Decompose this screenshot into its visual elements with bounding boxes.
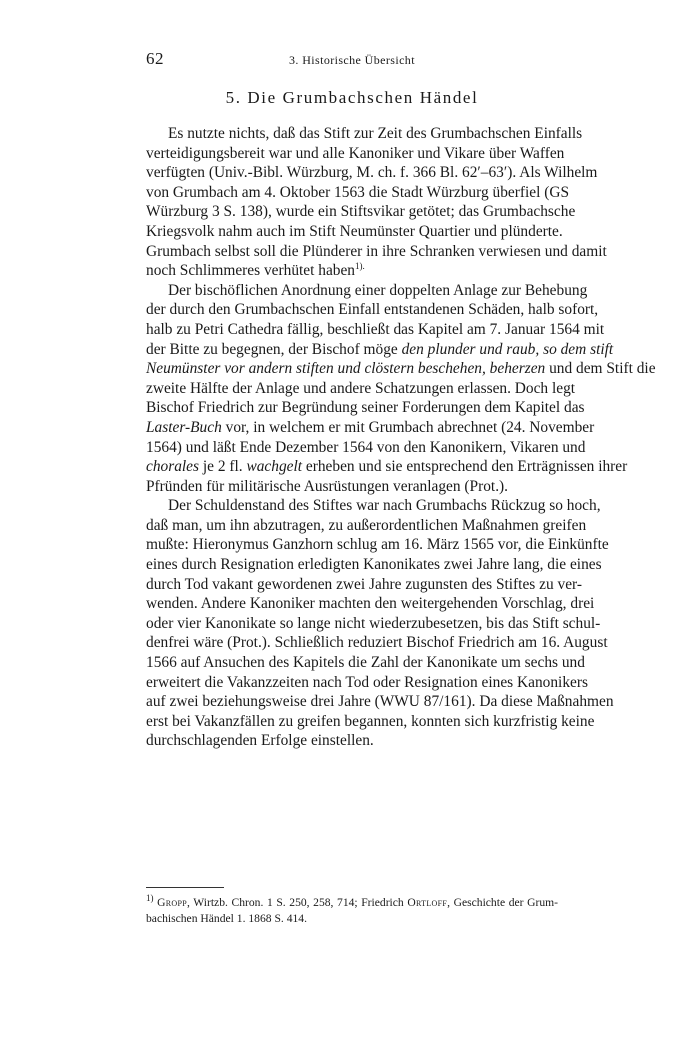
text-line bbox=[146, 418, 595, 438]
body-text bbox=[146, 124, 656, 751]
quoted-source-text: den plunder und raub, so dem stift bbox=[401, 340, 614, 358]
text-line: wenden. Andere Kanoniker machten den weitergehenden Vorschlag, drei bbox=[146, 595, 595, 613]
footnote bbox=[146, 895, 558, 927]
running-title: 3. Historische Übersicht bbox=[289, 53, 415, 67]
text-line: halb zu Petri Cathedra fällig, beschließt das Kapitel am 7. Januar 1564 mit bbox=[146, 320, 605, 338]
footnote-text: , Wirtzb. Chron. 1 S. 250, 258, 714; Friedrich bbox=[186, 896, 408, 909]
footnote-author: Ortloff bbox=[407, 896, 448, 909]
text-line: denfrei wäre (Prot.). Schließlich reduziert Bischof Friedrich am 16. August bbox=[146, 634, 608, 652]
footnote-marker: 1) bbox=[146, 893, 154, 904]
text-line: Der bischöflichen Anordnung einer doppelten Anlage zur Behebung bbox=[168, 281, 588, 299]
text-line: Der Schuldenstand des Stiftes war nach Grumbachs Rückzug so hoch, bbox=[168, 497, 601, 515]
text-line: Bischof Friedrich zur Begründung seiner Forderungen dem Kapitel das bbox=[146, 399, 585, 417]
text-line bbox=[146, 340, 614, 360]
text-segment: vor, in welchem er mit Grumbach abrechnet (24. November bbox=[221, 418, 595, 436]
section-heading: 5. Die Grumbachschen Händel bbox=[225, 88, 479, 107]
text-line: verteidigungsbereit war und alle Kanoniker und Vikare über Waffen bbox=[146, 144, 565, 162]
text-line: von Grumbach am 4. Oktober 1563 die Stadt Würzburg überfiel (GS bbox=[146, 183, 570, 201]
text-line bbox=[146, 359, 656, 379]
quoted-source-text: Neumünster vor andern stiften und clöstern beschehen, beherzen bbox=[146, 360, 546, 378]
footnote-text: , Geschichte der Grum- bbox=[447, 896, 558, 909]
footnote-author: Gropp bbox=[157, 896, 187, 909]
footnote-marker: 1). bbox=[355, 261, 365, 272]
text-line: Pfründen für militärische Ausrüstungen veranlagen (Prot.). bbox=[146, 477, 509, 495]
text-line: Würzburg 3 S. 138), wurde ein Stiftsvikar getötet; das Grumbachsche bbox=[146, 203, 576, 221]
text-segment: je 2 fl. bbox=[199, 458, 247, 476]
page-number: 62 bbox=[146, 49, 164, 68]
text-segment: der Bitte zu begegnen, der Bischof möge bbox=[146, 340, 402, 358]
quoted-source-text: chorales bbox=[146, 458, 200, 476]
text-line: durchschlagenden Erfolge einstellen. bbox=[146, 732, 374, 750]
text-line: daß man, um ihn abzutragen, zu außerordentlichen Maßnahmen greifen bbox=[146, 516, 587, 534]
footnote-divider bbox=[146, 887, 224, 888]
text-line: Grumbach selbst soll die Plünderer in ihre Schranken verwiesen und damit bbox=[146, 242, 607, 260]
text-segment: erheben und sie entsprechend den Erträgnissen ihrer bbox=[302, 458, 628, 476]
text-line: mußte: Hieronymus Ganzhorn schlug am 16. März 1565 vor, die Einkünfte bbox=[146, 536, 609, 554]
text-line: durch Tod vakant gewordenen zwei Jahre zugunsten des Stiftes zu ver- bbox=[146, 575, 582, 593]
text-line bbox=[146, 261, 558, 281]
text-segment: noch Schlimmeres verhütet haben bbox=[146, 262, 355, 280]
text-line: erweitert die Vakanzzeiten nach Tod oder Resignation eines Kanonikers bbox=[146, 673, 588, 691]
text-line: oder vier Kanonikate so lange nicht wiederzubesetzen, bis das Stift schul- bbox=[146, 614, 601, 632]
running-head bbox=[146, 49, 558, 71]
text-line: auf zwei beziehungsweise drei Jahre (WWU 87/161). Da diese Maßnahmen bbox=[146, 693, 614, 711]
text-line: 1564) und läßt Ende Dezember 1564 von den Kanonikern, Vikaren und bbox=[146, 438, 586, 456]
text-line: Es nutzte nichts, daß das Stift zur Zeit des Grumbachschen Einfalls bbox=[168, 125, 583, 142]
text-line: der durch den Grumbachschen Einfall entstandenen Schäden, halb sofort, bbox=[146, 301, 599, 319]
text-line bbox=[146, 457, 628, 477]
text-line: eines durch Resignation erledigten Kanonikates zwei Jahre lang, die eines bbox=[146, 556, 602, 574]
text-line: Kriegsvolk nahm auch im Stift Neumünster Quartier und plünderte. bbox=[146, 222, 563, 240]
text-line: 1566 auf Ansuchen des Kapitels die Zahl der Kanonikate um sechs und bbox=[146, 654, 585, 672]
quoted-source-text: Laster-Buch bbox=[146, 418, 222, 436]
footnote-line: bachischen Händel 1. 1868 S. 414. bbox=[146, 912, 307, 925]
text-line: zweite Hälfte der Anlage und andere Schatzungen erlassen. Doch legt bbox=[146, 379, 576, 397]
text-line: erst bei Vakanzfällen zu greifen begannen, konnten sich kurzfristig keine bbox=[146, 712, 595, 730]
text-line: verfügten (Univ.-Bibl. Würzburg, M. ch. f. 366 Bl. 62′–63′). Als Wilhelm bbox=[146, 164, 598, 182]
quoted-source-text: wachgelt bbox=[246, 458, 303, 476]
text-segment: und dem Stift die bbox=[545, 360, 656, 378]
footnote-line bbox=[146, 895, 558, 911]
